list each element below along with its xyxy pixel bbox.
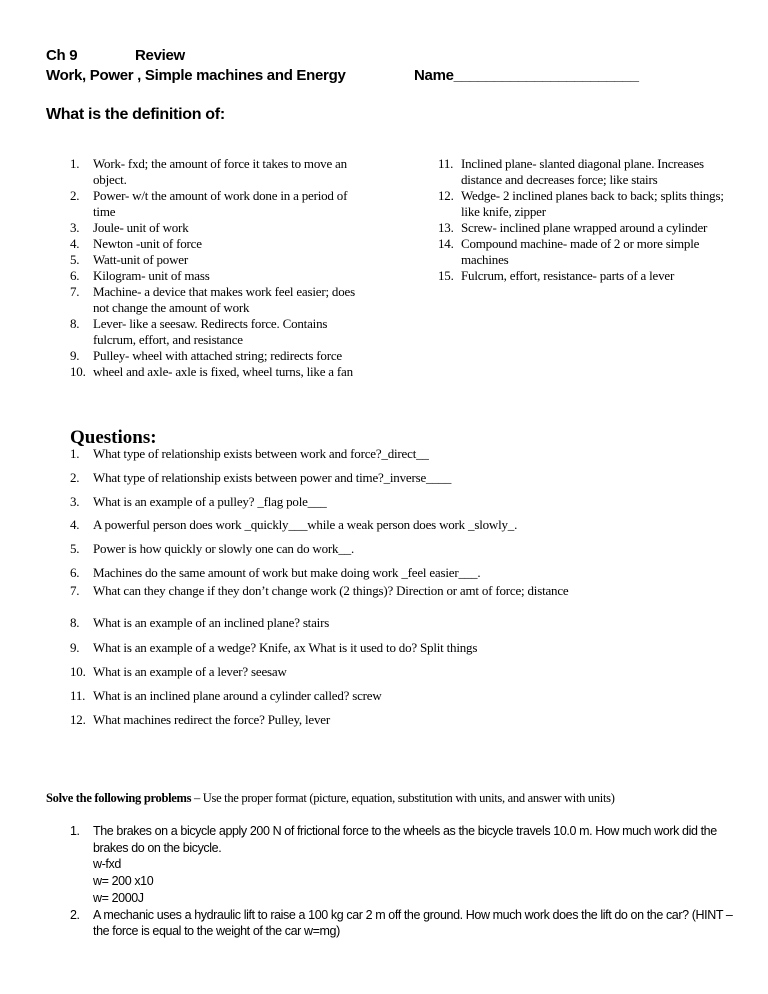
question-item bbox=[70, 640, 477, 656]
definition-text: Newton -unit of force bbox=[93, 236, 202, 251]
problem-text: A mechanic uses a hydraulic lift to raise a 100 kg car 2 m off the ground. How much work does the lift do on the car? (HINT – the force is equal to the weight of the car w=mg) bbox=[93, 907, 733, 939]
definition-text: Wedge- 2 inclined planes back to back; splits things; like knife, zipper bbox=[461, 188, 724, 219]
definition-text: wheel and axle- axle is fixed, wheel turns, like a fan bbox=[93, 364, 353, 379]
definitions-right-list bbox=[438, 156, 738, 284]
problem-text: The brakes on a bicycle apply 200 N of frictional force to the wheels as the bicycle travels 10.0 m. How much work did the brakes do on the bicycle. bbox=[93, 824, 717, 855]
definitions-left-list bbox=[70, 156, 370, 380]
answer-line: w-fxd bbox=[93, 857, 121, 872]
definition-item bbox=[438, 220, 738, 236]
question-text: What type of relationship exists between power and time?_inverse____ bbox=[93, 470, 452, 485]
definition-item bbox=[70, 236, 370, 252]
questions-heading: Questions: bbox=[70, 427, 157, 448]
item-number: 10. bbox=[70, 664, 86, 679]
review-label: Review bbox=[135, 47, 185, 64]
question-text: What is an example of a wedge? Knife, ax What is it used to do? Split things bbox=[93, 640, 478, 655]
definition-item bbox=[438, 156, 738, 188]
question-item bbox=[70, 541, 354, 557]
question-item bbox=[70, 712, 330, 728]
item-number: 12. bbox=[70, 712, 86, 727]
item-number: 12. bbox=[438, 188, 454, 203]
definition-item bbox=[438, 188, 738, 220]
problems-heading bbox=[46, 791, 615, 806]
item-number: 6. bbox=[70, 268, 80, 283]
item-number: 13. bbox=[438, 220, 454, 235]
definition-text: Kilogram- unit of mass bbox=[93, 268, 210, 283]
definition-item bbox=[70, 268, 370, 284]
definition-text: Compound machine- made of 2 or more simple machines bbox=[461, 236, 700, 267]
definition-text: Pulley- wheel with attached string; redirects force bbox=[93, 348, 342, 363]
item-number: 15. bbox=[438, 268, 454, 283]
question-item bbox=[70, 494, 327, 510]
definition-item bbox=[438, 236, 738, 268]
definition-text: Machine- a device that makes work feel easier; does not change the amount of work bbox=[93, 284, 355, 315]
question-item bbox=[70, 664, 287, 680]
definition-item bbox=[70, 156, 370, 188]
page-title: Work, Power , Simple machines and Energy bbox=[46, 67, 346, 84]
item-number: 14. bbox=[438, 236, 454, 251]
problems-instructions: – Use the proper format (picture, equation, substitution with units, and answer with units) bbox=[191, 791, 615, 805]
question-item bbox=[70, 583, 569, 599]
answer-line: w= 200 x10 bbox=[93, 874, 154, 889]
item-number: 8. bbox=[70, 316, 80, 331]
item-number: 2. bbox=[70, 188, 80, 203]
item-number: 1. bbox=[70, 156, 80, 171]
question-item bbox=[70, 446, 429, 462]
question-item bbox=[70, 688, 382, 704]
question-item bbox=[70, 470, 451, 486]
item-number: 9. bbox=[70, 348, 80, 363]
question-text: What can they change if they don’t change work (2 things)? Direction or amt of force; distance bbox=[93, 583, 569, 598]
definition-item bbox=[70, 220, 370, 236]
problems-heading-bold: Solve the following problems bbox=[46, 791, 192, 805]
item-number: 4. bbox=[70, 236, 80, 251]
question-item bbox=[70, 517, 517, 533]
item-number: 4. bbox=[70, 517, 80, 532]
question-text: Machines do the same amount of work but make doing work _feel easier___. bbox=[93, 565, 481, 580]
question-text: What is an inclined plane around a cylinder called? screw bbox=[93, 688, 382, 703]
item-number: 2. bbox=[70, 470, 80, 485]
name-field: Name_______________________ bbox=[414, 67, 639, 84]
item-number: 2. bbox=[70, 907, 80, 922]
definition-item bbox=[70, 252, 370, 268]
item-number: 8. bbox=[70, 615, 80, 630]
item-number: 1. bbox=[70, 446, 80, 461]
item-number: 7. bbox=[70, 284, 80, 299]
item-number: 10. bbox=[70, 364, 86, 379]
question-text: What type of relationship exists between work and force?_direct__ bbox=[93, 446, 429, 461]
item-number: 1. bbox=[70, 824, 80, 838]
problems-list bbox=[70, 823, 740, 940]
definition-item bbox=[70, 188, 370, 220]
question-text: Power is how quickly or slowly one can do work__. bbox=[93, 541, 354, 556]
definition-text: Screw- inclined plane wrapped around a cylinder bbox=[461, 220, 708, 235]
definition-text: Inclined plane- slanted diagonal plane. Increases distance and decreases force; like stairs bbox=[461, 156, 704, 187]
item-number: 7. bbox=[70, 583, 80, 598]
definition-text: Lever- like a seesaw. Redirects force. Contains fulcrum, effort, and resistance bbox=[93, 316, 328, 347]
definition-text: Watt-unit of power bbox=[93, 252, 188, 267]
question-item bbox=[70, 615, 329, 631]
problem-item bbox=[70, 907, 740, 940]
definition-item bbox=[70, 364, 370, 380]
item-number: 3. bbox=[70, 220, 80, 235]
definition-text: Joule- unit of work bbox=[93, 220, 189, 235]
question-text: A powerful person does work _quickly___while a weak person does work _slowly_. bbox=[93, 517, 518, 532]
definition-item bbox=[70, 348, 370, 364]
question-text: What is an example of a lever? seesaw bbox=[93, 664, 287, 679]
question-text: What is an example of an inclined plane? stairs bbox=[93, 615, 330, 630]
definition-item bbox=[70, 316, 370, 348]
definition-text: Power- w/t the amount of work done in a period of time bbox=[93, 188, 348, 219]
item-number: 11. bbox=[70, 688, 86, 703]
question-text: What is an example of a pulley? _flag pole___ bbox=[93, 494, 327, 509]
question-text: What machines redirect the force? Pulley, lever bbox=[93, 712, 330, 727]
definitions-heading: What is the definition of: bbox=[46, 106, 225, 123]
item-number: 9. bbox=[70, 640, 80, 655]
definition-item bbox=[438, 268, 738, 284]
item-number: 5. bbox=[70, 252, 80, 267]
item-number: 3. bbox=[70, 494, 80, 509]
definition-text: Work- fxd; the amount of force it takes to move an object. bbox=[93, 156, 347, 187]
definition-item bbox=[70, 284, 370, 316]
problem-item bbox=[70, 823, 740, 907]
question-item bbox=[70, 565, 480, 581]
item-number: 11. bbox=[438, 156, 454, 171]
answer-line: w= 2000J bbox=[93, 890, 144, 905]
item-number: 5. bbox=[70, 541, 80, 556]
definition-text: Fulcrum, effort, resistance- parts of a lever bbox=[461, 268, 675, 283]
chapter-label: Ch 9 bbox=[46, 47, 78, 64]
item-number: 6. bbox=[70, 565, 80, 580]
